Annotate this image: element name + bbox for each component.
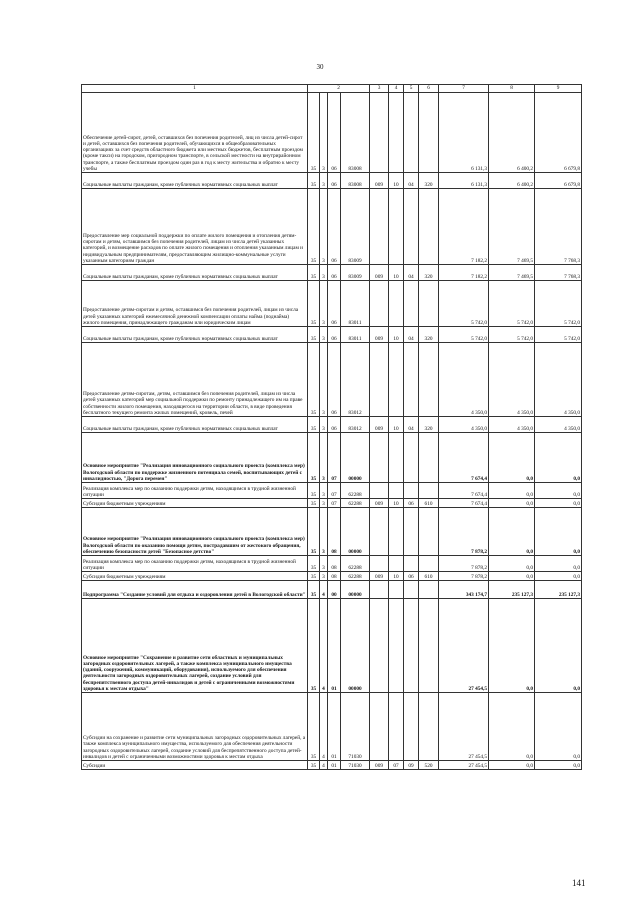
code-measure: 08 bbox=[328, 556, 341, 572]
code-ministry: 009 bbox=[370, 761, 389, 770]
amount-2022: 0,0 bbox=[535, 433, 582, 483]
amount-2020: 6 131,3 bbox=[439, 173, 489, 189]
table-row bbox=[82, 343, 582, 417]
code-expense-type bbox=[419, 343, 439, 417]
amount-2021: 0,0 bbox=[489, 433, 535, 483]
code-expense-type bbox=[419, 556, 439, 572]
amount-2022: 5 742,0 bbox=[535, 327, 582, 343]
code-ministry bbox=[370, 343, 389, 417]
row-description: Социальные выплаты гражданам, кроме публичных нормативных социальных выплат bbox=[82, 417, 308, 433]
code-measure: 06 bbox=[328, 281, 341, 327]
code-expense-type: 520 bbox=[419, 761, 439, 770]
amount-2022: 5 742,0 bbox=[535, 281, 582, 327]
amount-2021: 0,0 bbox=[489, 556, 535, 572]
table-row bbox=[82, 761, 582, 770]
code-direction: 71030 bbox=[341, 693, 370, 761]
header-col-9: 9 bbox=[535, 85, 582, 93]
code-ministry bbox=[370, 281, 389, 327]
code-subprogram: 4 bbox=[320, 761, 328, 770]
table-row bbox=[82, 173, 582, 189]
code-expense-type bbox=[419, 189, 439, 265]
table-row bbox=[82, 281, 582, 327]
code-measure: 07 bbox=[328, 483, 341, 499]
code-subsection bbox=[404, 281, 419, 327]
code-expense-type: 320 bbox=[419, 173, 439, 189]
code-section bbox=[389, 693, 404, 761]
code-expense-type bbox=[419, 281, 439, 327]
code-subsection: 04 bbox=[404, 327, 419, 343]
code-direction: 62288 bbox=[341, 572, 370, 581]
code-subprogram: 3 bbox=[320, 417, 328, 433]
code-program: 35 bbox=[308, 599, 320, 693]
code-subsection bbox=[404, 189, 419, 265]
amount-2021: 5 742,0 bbox=[489, 281, 535, 327]
table-row bbox=[82, 581, 582, 599]
code-direction: 83012 bbox=[341, 417, 370, 433]
code-subprogram: 4 bbox=[320, 599, 328, 693]
table-row bbox=[82, 483, 582, 499]
header-col-8: 8 bbox=[489, 85, 535, 93]
header-col-4: 4 bbox=[389, 85, 404, 93]
row-description: Реализация комплекса мер по оказанию поддержки детям, находящимся в трудной жизненной ситуации bbox=[82, 483, 308, 499]
amount-2020: 7 674,4 bbox=[439, 433, 489, 483]
code-measure: 08 bbox=[328, 572, 341, 581]
code-direction: 83009 bbox=[341, 265, 370, 281]
row-description: Предоставление детям-сиротам и детям, оставшимся без попечения родителей, лицам из числа детей указанных категорий ежемесячной денежной компенсации оплаты найма (поднайма) жилого помещения, принадлежащего гражданам или юридическим лицам bbox=[82, 281, 308, 327]
code-direction: 00000 bbox=[341, 581, 370, 599]
table-row bbox=[82, 433, 582, 483]
code-subsection bbox=[404, 343, 419, 417]
code-program: 35 bbox=[308, 173, 320, 189]
code-program: 35 bbox=[308, 343, 320, 417]
code-ministry bbox=[370, 483, 389, 499]
row-description: Подпрограмма "Создание условий для отдыха и оздоровления детей в Вологодской области" bbox=[82, 581, 308, 599]
code-subsection: 04 bbox=[404, 417, 419, 433]
table-row bbox=[82, 556, 582, 572]
code-program: 35 bbox=[308, 189, 320, 265]
amount-2021: 0,0 bbox=[489, 599, 535, 693]
amount-2020: 7 182,2 bbox=[439, 189, 489, 265]
code-measure: 06 bbox=[328, 417, 341, 433]
code-expense-type bbox=[419, 93, 439, 173]
code-ministry: 009 bbox=[370, 417, 389, 433]
amount-2020: 4 350,0 bbox=[439, 343, 489, 417]
code-expense-type bbox=[419, 599, 439, 693]
code-section bbox=[389, 599, 404, 693]
amount-2022: 6 679,8 bbox=[535, 173, 582, 189]
row-description: Реализация комплекса мер по оказанию поддержки детям, находящимся в трудной жизненной ситуации bbox=[82, 556, 308, 572]
code-subprogram: 3 bbox=[320, 499, 328, 508]
code-program: 35 bbox=[308, 581, 320, 599]
amount-2020: 7 878,2 bbox=[439, 556, 489, 572]
code-ministry bbox=[370, 693, 389, 761]
amount-2020: 7 674,4 bbox=[439, 499, 489, 508]
code-expense-type bbox=[419, 433, 439, 483]
code-subprogram: 3 bbox=[320, 556, 328, 572]
amount-2021: 0,0 bbox=[489, 761, 535, 770]
amount-2022: 0,0 bbox=[535, 599, 582, 693]
code-direction: 00000 bbox=[341, 433, 370, 483]
table-row bbox=[82, 499, 582, 508]
amount-2022: 0,0 bbox=[535, 499, 582, 508]
amount-2021: 0,0 bbox=[489, 572, 535, 581]
amount-2022: 6 679,8 bbox=[535, 93, 582, 173]
code-subsection bbox=[404, 693, 419, 761]
amount-2022: 0,0 bbox=[535, 556, 582, 572]
code-expense-type: 610 bbox=[419, 499, 439, 508]
code-subsection: 04 bbox=[404, 173, 419, 189]
amount-2021: 235 127,3 bbox=[489, 581, 535, 599]
code-expense-type: 320 bbox=[419, 327, 439, 343]
code-subprogram: 3 bbox=[320, 265, 328, 281]
amount-2020: 6 131,3 bbox=[439, 93, 489, 173]
row-description: Социальные выплаты гражданам, кроме публичных нормативных социальных выплат bbox=[82, 265, 308, 281]
code-ministry bbox=[370, 599, 389, 693]
code-subprogram: 4 bbox=[320, 693, 328, 761]
code-program: 35 bbox=[308, 93, 320, 173]
code-ministry: 009 bbox=[370, 499, 389, 508]
code-section bbox=[389, 343, 404, 417]
code-subsection bbox=[404, 556, 419, 572]
code-program: 35 bbox=[308, 327, 320, 343]
header-col-1: 1 bbox=[82, 85, 308, 93]
code-subsection bbox=[404, 483, 419, 499]
code-subprogram: 3 bbox=[320, 508, 328, 556]
table-row bbox=[82, 508, 582, 556]
code-subprogram: 3 bbox=[320, 173, 328, 189]
amount-2020: 5 742,0 bbox=[439, 327, 489, 343]
amount-2022: 0,0 bbox=[535, 508, 582, 556]
amount-2021: 4 350,0 bbox=[489, 343, 535, 417]
code-direction: 83012 bbox=[341, 343, 370, 417]
code-program: 35 bbox=[308, 281, 320, 327]
amount-2022: 7 768,3 bbox=[535, 265, 582, 281]
amount-2022: 4 350,0 bbox=[535, 417, 582, 433]
code-direction: 00000 bbox=[341, 508, 370, 556]
row-description: Субсидии bbox=[82, 761, 308, 770]
code-subsection bbox=[404, 581, 419, 599]
code-program: 35 bbox=[308, 417, 320, 433]
row-description: Обеспечение детей-сирот, детей, оставшихся без попечения родителей, лиц из числа детей-сирот и детей, оставшихся без попечения родителей, обучающихся в общеобразовательных организациях за счет средств областного бюджета или местных бюджетов, бесплатным проездом (кроме такси) на городском, пригородном транспорте, в сельской местности на внутрирайонном транспорте, а также бесплатным проездом один раз в год к месту жительства и обратно к месту учебы bbox=[82, 93, 308, 173]
amount-2021: 7 469,5 bbox=[489, 265, 535, 281]
code-section bbox=[389, 581, 404, 599]
row-description: Субсидии бюджетным учреждениям bbox=[82, 499, 308, 508]
row-description: Субсидии на сохранение и развитие сети муниципальных загородных оздоровительных лагерей, а также комплекса муниципального имущества, используемого для обеспечения деятельности загородных оздоровительных лагерей, создание условий для беспрепятственного доступа детей-инвалидов и детей с ограниченными возможностями здоровья к местам отдыха bbox=[82, 693, 308, 761]
code-subprogram: 4 bbox=[320, 581, 328, 599]
code-ministry: 009 bbox=[370, 327, 389, 343]
amount-2021: 0,0 bbox=[489, 508, 535, 556]
code-subsection bbox=[404, 599, 419, 693]
amount-2021: 0,0 bbox=[489, 483, 535, 499]
code-subsection: 09 bbox=[404, 761, 419, 770]
code-expense-type bbox=[419, 693, 439, 761]
code-section bbox=[389, 93, 404, 173]
code-measure: 01 bbox=[328, 599, 341, 693]
table-row bbox=[82, 693, 582, 761]
code-subprogram: 3 bbox=[320, 281, 328, 327]
page-number-bottom: 141 bbox=[572, 878, 586, 888]
code-program: 35 bbox=[308, 265, 320, 281]
amount-2020: 7 182,2 bbox=[439, 265, 489, 281]
table-row bbox=[82, 572, 582, 581]
code-ministry bbox=[370, 189, 389, 265]
table-row bbox=[82, 93, 582, 173]
row-description: Основное мероприятие "Реализация инновационного социального проекта (комплекса мер) Вологодской области по поддержке жизненного потенциала семей, воспитывающих детей с инвалидностью, "Дорога перемен" bbox=[82, 433, 308, 483]
code-program: 35 bbox=[308, 556, 320, 572]
table-row bbox=[82, 189, 582, 265]
code-program: 35 bbox=[308, 761, 320, 770]
code-direction: 83008 bbox=[341, 93, 370, 173]
code-section: 10 bbox=[389, 173, 404, 189]
row-description: Основное мероприятие "Сохранение и развитие сети областных и муниципальных загородных оздоровительных лагерей, а также комплекса муниципального имущества (зданий, сооружений, коммуникаций, оборудования), используемого для обеспечения деятельности загородных оздоровительных лагерей, создание условий для беспрепятственного доступа детей-инвалидов и детей с ограниченными возможностями здоровья к местам отдыха" bbox=[82, 599, 308, 693]
amount-2021: 6 400,2 bbox=[489, 173, 535, 189]
table-row bbox=[82, 417, 582, 433]
code-section: 10 bbox=[389, 417, 404, 433]
code-ministry: 009 bbox=[370, 265, 389, 281]
code-ministry bbox=[370, 581, 389, 599]
code-section bbox=[389, 483, 404, 499]
code-measure: 06 bbox=[328, 173, 341, 189]
code-subprogram: 3 bbox=[320, 572, 328, 581]
code-direction: 83011 bbox=[341, 281, 370, 327]
row-description: Предоставление детям-сиротам, детям, оставшимся без попечения родителей, лицам из числа детей указанных категорий мер социальной поддержки по ремонту принадлежащего им на праве собственности жилого помещения, находящегося на территории области, в виде проведения бесплатного текущего ремонта жилых помещений, кровель, печей bbox=[82, 343, 308, 417]
code-program: 35 bbox=[308, 499, 320, 508]
code-expense-type: 320 bbox=[419, 417, 439, 433]
code-program: 35 bbox=[308, 483, 320, 499]
table-row bbox=[82, 599, 582, 693]
amount-2021: 4 350,0 bbox=[489, 417, 535, 433]
code-measure: 01 bbox=[328, 693, 341, 761]
code-measure: 06 bbox=[328, 343, 341, 417]
code-direction: 83008 bbox=[341, 173, 370, 189]
code-subsection: 06 bbox=[404, 572, 419, 581]
code-measure: 00 bbox=[328, 581, 341, 599]
code-direction: 83011 bbox=[341, 327, 370, 343]
code-ministry: 009 bbox=[370, 572, 389, 581]
amount-2020: 343 174,7 bbox=[439, 581, 489, 599]
budget-table-body bbox=[82, 85, 582, 770]
code-subprogram: 3 bbox=[320, 189, 328, 265]
code-section bbox=[389, 433, 404, 483]
row-description: Предоставление мер социальной поддержки по оплате жилого помещения и отопления детям-сиротам и детям, оставшимся без попечения родителей, лицам из числа детей указанных категорий, и возмещение расходов по оплате жилого помещения и отопления указанным лицам и нидивидуальным предпринимателям, предоставляющим жилищно-коммунальные услуги указанным категориям граждан bbox=[82, 189, 308, 265]
table-row bbox=[82, 327, 582, 343]
code-ministry bbox=[370, 508, 389, 556]
amount-2022: 0,0 bbox=[535, 761, 582, 770]
row-description: Субсидии бюджетным учреждениям bbox=[82, 572, 308, 581]
code-section bbox=[389, 556, 404, 572]
header-col-3: 3 bbox=[370, 85, 389, 93]
code-section bbox=[389, 281, 404, 327]
header-col-6: 6 bbox=[419, 85, 439, 93]
code-expense-type bbox=[419, 581, 439, 599]
amount-2022: 4 350,0 bbox=[535, 343, 582, 417]
amount-2022: 0,0 bbox=[535, 693, 582, 761]
code-program: 35 bbox=[308, 508, 320, 556]
amount-2021: 7 469,5 bbox=[489, 189, 535, 265]
code-section: 10 bbox=[389, 327, 404, 343]
code-subprogram: 3 bbox=[320, 483, 328, 499]
code-program: 35 bbox=[308, 572, 320, 581]
header-col-5: 5 bbox=[404, 85, 419, 93]
code-measure: 06 bbox=[328, 189, 341, 265]
row-description: Основное мероприятие "Реализация инновационного социального проекта (комплекса мер) Вологодской области по оказанию помощи детям, пострадавшим от жестокого обращения, обеспечению безопасности детей "Безопасное детство" bbox=[82, 508, 308, 556]
header-col-7: 7 bbox=[439, 85, 489, 93]
amount-2020: 4 350,0 bbox=[439, 417, 489, 433]
code-direction: 62288 bbox=[341, 499, 370, 508]
budget-table bbox=[81, 84, 582, 770]
row-description: Социальные выплаты гражданам, кроме публичных нормативных социальных выплат bbox=[82, 173, 308, 189]
amount-2022: 0,0 bbox=[535, 483, 582, 499]
code-subprogram: 3 bbox=[320, 93, 328, 173]
code-measure: 06 bbox=[328, 327, 341, 343]
amount-2022: 0,0 bbox=[535, 572, 582, 581]
amount-2021: 5 742,0 bbox=[489, 327, 535, 343]
code-expense-type: 320 bbox=[419, 265, 439, 281]
amount-2020: 27 454,5 bbox=[439, 599, 489, 693]
code-subsection bbox=[404, 508, 419, 556]
amount-2022: 235 127,3 bbox=[535, 581, 582, 599]
code-section: 10 bbox=[389, 265, 404, 281]
page-number-top: 30 bbox=[316, 63, 324, 71]
code-subsection bbox=[404, 433, 419, 483]
amount-2021: 0,0 bbox=[489, 499, 535, 508]
code-subprogram: 3 bbox=[320, 327, 328, 343]
code-ministry bbox=[370, 433, 389, 483]
code-section bbox=[389, 508, 404, 556]
code-measure: 08 bbox=[328, 508, 341, 556]
code-expense-type bbox=[419, 483, 439, 499]
code-expense-type: 610 bbox=[419, 572, 439, 581]
code-measure: 06 bbox=[328, 93, 341, 173]
amount-2020: 27 454,5 bbox=[439, 693, 489, 761]
code-subsection bbox=[404, 93, 419, 173]
table-row bbox=[82, 265, 582, 281]
code-direction: 62288 bbox=[341, 483, 370, 499]
amount-2020: 7 878,2 bbox=[439, 508, 489, 556]
code-subsection: 06 bbox=[404, 499, 419, 508]
code-subprogram: 3 bbox=[320, 433, 328, 483]
code-measure: 07 bbox=[328, 499, 341, 508]
code-direction: 83009 bbox=[341, 189, 370, 265]
amount-2022: 7 768,3 bbox=[535, 189, 582, 265]
code-section: 10 bbox=[389, 499, 404, 508]
code-section: 07 bbox=[389, 761, 404, 770]
code-section: 10 bbox=[389, 572, 404, 581]
table-header-row bbox=[82, 85, 582, 93]
row-description: Социальные выплаты гражданам, кроме публичных нормативных социальных выплат bbox=[82, 327, 308, 343]
code-program: 35 bbox=[308, 693, 320, 761]
code-direction: 00000 bbox=[341, 599, 370, 693]
amount-2020: 27 454,5 bbox=[439, 761, 489, 770]
code-direction: 71030 bbox=[341, 761, 370, 770]
amount-2021: 6 400,2 bbox=[489, 93, 535, 173]
code-measure: 07 bbox=[328, 433, 341, 483]
code-subsection: 04 bbox=[404, 265, 419, 281]
code-expense-type bbox=[419, 508, 439, 556]
code-measure: 06 bbox=[328, 265, 341, 281]
amount-2021: 0,0 bbox=[489, 693, 535, 761]
header-col-2: 2 bbox=[308, 85, 370, 93]
amount-2020: 5 742,0 bbox=[439, 281, 489, 327]
amount-2020: 7 674,4 bbox=[439, 483, 489, 499]
code-ministry bbox=[370, 93, 389, 173]
code-section bbox=[389, 189, 404, 265]
code-ministry bbox=[370, 556, 389, 572]
code-ministry: 009 bbox=[370, 173, 389, 189]
amount-2020: 7 878,2 bbox=[439, 572, 489, 581]
code-measure: 01 bbox=[328, 761, 341, 770]
code-subprogram: 3 bbox=[320, 343, 328, 417]
code-direction: 62288 bbox=[341, 556, 370, 572]
code-program: 35 bbox=[308, 433, 320, 483]
